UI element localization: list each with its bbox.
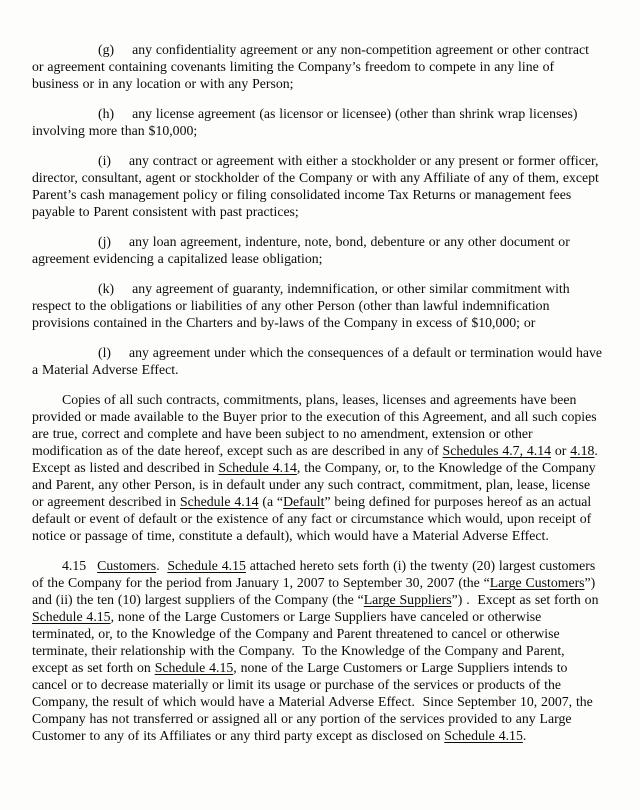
text-run: any confidentiality agreement or any non-competition agreement or other contract or agreement containing covenants limiting the Company’s freedom to compete in any line of business or in any location or with any Person; xyxy=(32,42,589,91)
paragraph-label: (j) xyxy=(98,234,112,249)
underlined-text-run: Schedule 4.15 xyxy=(444,728,523,743)
text-run: , the Company, or, to the Knowledge of the Company and Parent, any other Person, is in default under any such contract, commitment, plan, lease, license or agreement described in xyxy=(32,460,596,509)
copies-paragraph xyxy=(32,391,604,544)
text-run: , none of the Large Customers or Large Suppliers intends to cancel or to decrease materially or limit its usage or purchase of the services or products of the Company, the result of which would have a Material Adverse Effect. Since September 10, 2007, the Company has not transferred or assigned all or any portion of the services provided to any Large Customer to any of its Affiliates or any third party except as disclosed on xyxy=(32,660,593,743)
clause-l xyxy=(32,344,604,378)
underlined-text-run: 4.18 xyxy=(570,443,595,458)
clause-j xyxy=(32,233,604,267)
underlined-text-run: Default xyxy=(283,494,325,509)
text-run: any agreement of guaranty, indemnification, or other similar commitment with respect to the obligations or liabilities of any other Person (other than lawful indemnification provisions contained in the Charters and by-laws of the Company in excess of $10,000; or xyxy=(32,281,570,330)
text-run: attached hereto sets forth (i) the twenty (20) largest customers of the Company for the period from January 1, 2007 to September 30, 2007 (the “ xyxy=(32,558,596,590)
text-run: any loan agreement, indenture, note, bond, debenture or any other document or agreement evidencing a capitalized lease obligation; xyxy=(32,234,570,266)
text-run: , none of the Large Customers or Large Suppliers have canceled or otherwise terminated, or, to the Knowledge of the Company and Parent threatened to cancel or otherwise terminate, their relationship with the Company. To the Knowledge of the Company and Parent, except as set forth on xyxy=(32,609,565,675)
section-4-15-customers xyxy=(32,557,604,744)
text-run: . xyxy=(156,558,168,573)
text-run: . Except as listed and described in xyxy=(32,443,602,475)
text-run: Copies of all such contracts, commitments, plans, leases, licenses and agreements have been provided or made available to the Buyer prior to the execution of this Agreement, and all such copies are true, correct and complete and have been subject to no amendment, extension or other modification as of the date hereof, except such as are described in any of xyxy=(32,392,597,458)
text-run: or xyxy=(551,443,571,458)
paragraph-label: (k) xyxy=(98,281,115,296)
underlined-text-run: Schedule 4.14 xyxy=(179,494,259,509)
text-run: ” being defined for purposes hereof as an actual default or event of default or the existence of any fact or circumstance which would, upon receipt of notice or passage of time, constitute a default), which would have a Material Adverse Effect. xyxy=(32,494,592,543)
text-run: any license agreement (as licensor or licensee) (other than shrink wrap licenses) involving more than $10,000; xyxy=(32,106,578,138)
underlined-text-run: Large Suppliers xyxy=(363,592,452,607)
text-run: any agreement under which the consequences of a default or termination would have a Material Adverse Effect. xyxy=(32,345,602,377)
paragraphs-container xyxy=(32,41,604,744)
underlined-text-run: Schedule 4.15 xyxy=(32,609,111,624)
underlined-text-run: Large Customers xyxy=(489,575,585,590)
underlined-text-run: Schedule 4.15 xyxy=(154,660,234,675)
text-run: ”) and (ii) the ten (10) largest suppliers of the Company (the “ xyxy=(32,575,596,607)
paragraph-label: (g) xyxy=(98,42,115,57)
text-run: . xyxy=(522,728,527,743)
underlined-text-run: Schedule 4.15 xyxy=(167,558,246,573)
underlined-text-run: Customers xyxy=(97,558,157,573)
underlined-text-run: Schedules 4.7, 4.14 xyxy=(442,443,552,458)
paragraph-label: (h) xyxy=(98,106,115,121)
clause-g xyxy=(32,41,604,92)
text-run: ”) . Except as set forth on xyxy=(451,592,599,607)
text-run: (a “ xyxy=(258,494,284,509)
text-run: any contract or agreement with either a stockholder or any present or former officer, director, consultant, agent or stockholder of the Company or with any Affiliate of any of them, except Parent’s cash management policy or filing consolidated income Tax Returns or management fees payable to Parent consistent with past practices; xyxy=(32,153,599,219)
paragraph-label: 4.15 xyxy=(62,558,87,573)
underlined-text-run: Schedule 4.14 xyxy=(218,460,297,475)
clause-i xyxy=(32,152,604,220)
clause-h xyxy=(32,105,604,139)
paragraph-label: (l) xyxy=(98,345,112,360)
clause-k xyxy=(32,280,604,331)
paragraph-label: (i) xyxy=(98,153,112,168)
